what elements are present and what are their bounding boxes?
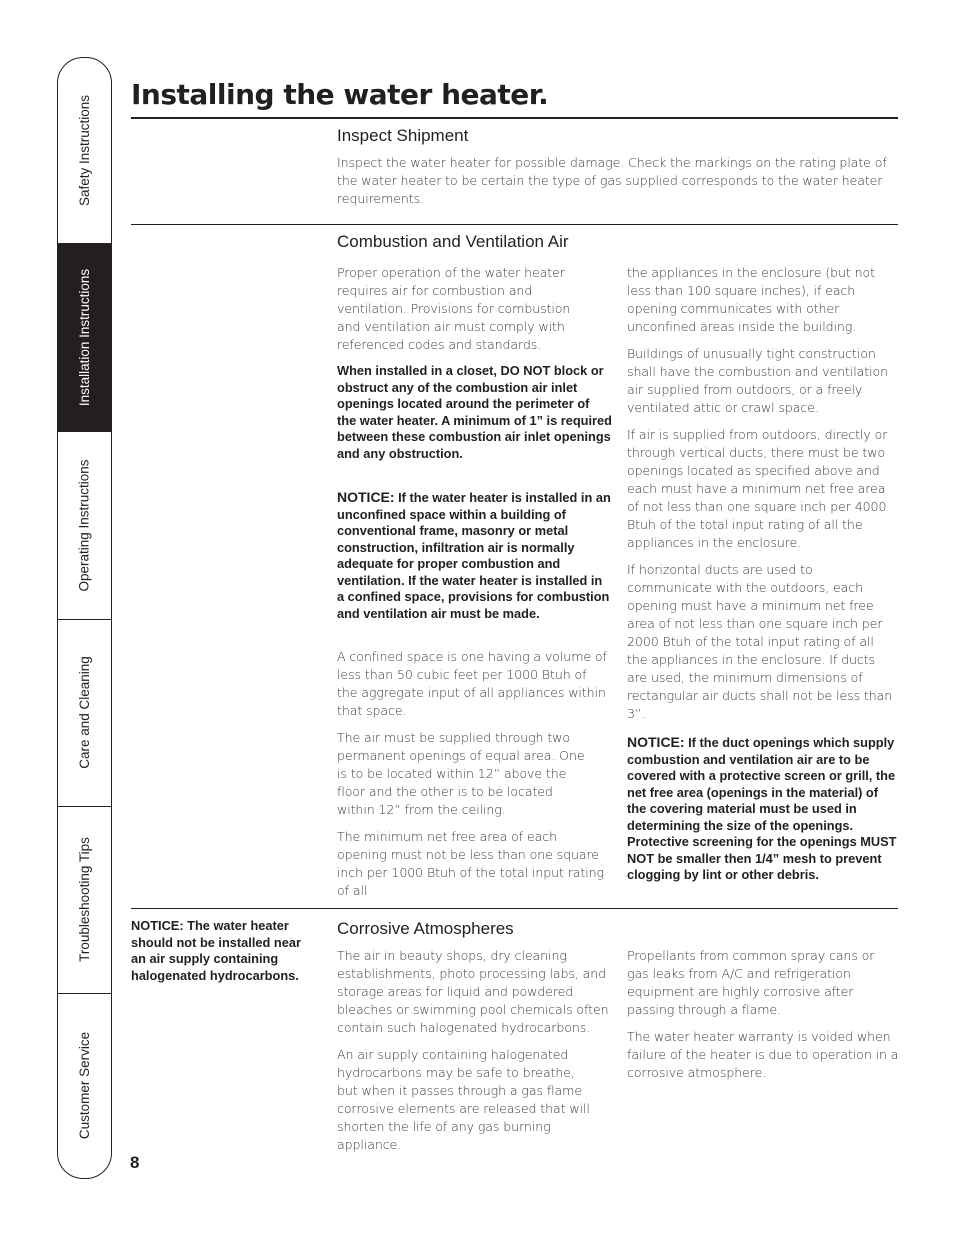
tab-safety-instructions[interactable]	[58, 58, 111, 244]
corrosive-paragraph-2: An air supply containing halogenated hydrocarbons may be safe to breathe, but when it passes through a gas flame corrosive elements are released that will shorten the life of any gas burning appliance.	[337, 1047, 590, 1152]
corrosive-paragraph-3: Propellants from common spray cans or gas leaks from A/C and refrigeration equipment are highly corrosive after passing through a flame.	[627, 948, 875, 1017]
combustion-paragraph-8: If horizontal ducts are used to communicate with the outdoors, each opening must have a minimum net free area of not less than one square inch per 2000 Btuh of the total input rating of all the appliances in the enclosure. If ducts are used, the minimum dimensions of rectangular air ducts shall not be less than 3”.	[627, 562, 893, 721]
combustion-paragraph-7: If air is supplied from outdoors, directly or through vertical ducts, there must be two openings located as specified above and each must have a minimum net free area of not less than one square inch per 4000 Btuh of the total input rating of all the appliances in the enclosure.	[627, 427, 888, 550]
combustion-heading: Combustion and Ventilation Air	[337, 232, 569, 251]
tab-label: Installation Instructions	[77, 268, 93, 406]
corrosive-paragraph-1: The air in beauty shops, dry cleaning establishments, photo processing labs, and storage areas for liquid and powdered bleaches or swimming pool chemicals often contain such halogenated hydrocarbons.	[337, 948, 609, 1035]
combustion-paragraph-6: Buildings of unusually tight construction shall have the combustion and ventilation air supplied from outdoors, or a freely ventilated attic or crawl space.	[627, 346, 888, 415]
section-tab-strip	[57, 57, 112, 1179]
tab-operating-instructions[interactable]	[58, 431, 111, 620]
tab-troubleshooting-tips[interactable]	[58, 806, 111, 994]
closet-warning: When installed in a closet, DO NOT block or obstruct any of the combustion air inlet openings located around the perimeter of the water heater. A minimum of 1” is required between these combustion air inlet openings and any obstruction.	[337, 363, 612, 461]
notice-text: If the duct openings which supply combustion and ventilation air are to be covered with a protective screen or grill, the net free area (openings in the material) of the covering material must be used in determining the size of the openings. Protective screening for the openings MUST NOT be smaller then 1/4” mesh to prevent clogging by lint or other debris.	[627, 735, 897, 882]
tab-label: Customer Service	[77, 1031, 93, 1140]
tab-installation-instructions[interactable]	[58, 243, 111, 432]
notice-label: NOTICE:	[337, 489, 395, 505]
tab-label: Care and Cleaning	[77, 656, 93, 769]
corrosive-heading: Corrosive Atmospheres	[337, 919, 514, 938]
notice-text: If the water heater is installed in an unconfined space within a building of conventional frame, masonry or metal construction, infiltration air is normally adequate for proper combustion and ventilation. If the water heater is installed in a confined space, provisions for combustion and ventilation air must be made.	[337, 490, 611, 621]
combustion-paragraph-4: The minimum net free area of each opening must not be less than one square inch per 1000 Btuh of the total input rating of all	[337, 829, 604, 898]
page-title: Installing the water heater.	[131, 78, 549, 111]
section-divider	[131, 908, 898, 909]
notice-unconfined-space	[337, 489, 612, 622]
tab-care-and-cleaning[interactable]	[58, 619, 111, 807]
combustion-paragraph-3: The air must be supplied through two permanent openings of equal area. One is to be located within 12” above the floor and the other is to be located within 12” from the ceiling.	[337, 730, 585, 817]
tab-customer-service[interactable]	[58, 993, 111, 1178]
notice-duct-openings	[627, 734, 899, 884]
section-divider	[131, 224, 898, 225]
tab-label: Safety Instructions	[77, 94, 92, 207]
side-notice-halogenated: NOTICE: The water heater should not be installed near an air supply containing halogenated hydrocarbons.	[131, 918, 301, 983]
inspect-body: Inspect the water heater for possible damage. Check the markings on the rating plate of the water heater to be certain the type of gas supplied corresponds to the water heater requirements.	[337, 155, 887, 206]
corrosive-paragraph-4: The water heater warranty is voided when failure of the heater is due to operation in a corrosive atmosphere.	[627, 1029, 899, 1080]
page-number: 8	[130, 1153, 140, 1172]
inspect-heading: Inspect Shipment	[337, 126, 469, 145]
combustion-paragraph-2: A confined space is one having a volume of less than 50 cubic feet per 1000 Btuh of the aggregate input of all appliances within that space.	[337, 649, 607, 718]
tab-label: Troubleshooting Tips	[77, 837, 93, 962]
tab-label: Operating Instructions	[77, 458, 93, 592]
title-rule	[131, 117, 898, 119]
notice-label: NOTICE:	[627, 734, 685, 750]
combustion-paragraph-1: Proper operation of the water heater requires air for combustion and ventilation. Provisions for combustion and ventilation air must comply with referenced codes and standards.	[337, 265, 571, 352]
combustion-paragraph-5: the appliances in the enclosure (but not less than 100 square inches), if each opening communicates with other unconfined areas inside the building.	[627, 265, 875, 334]
